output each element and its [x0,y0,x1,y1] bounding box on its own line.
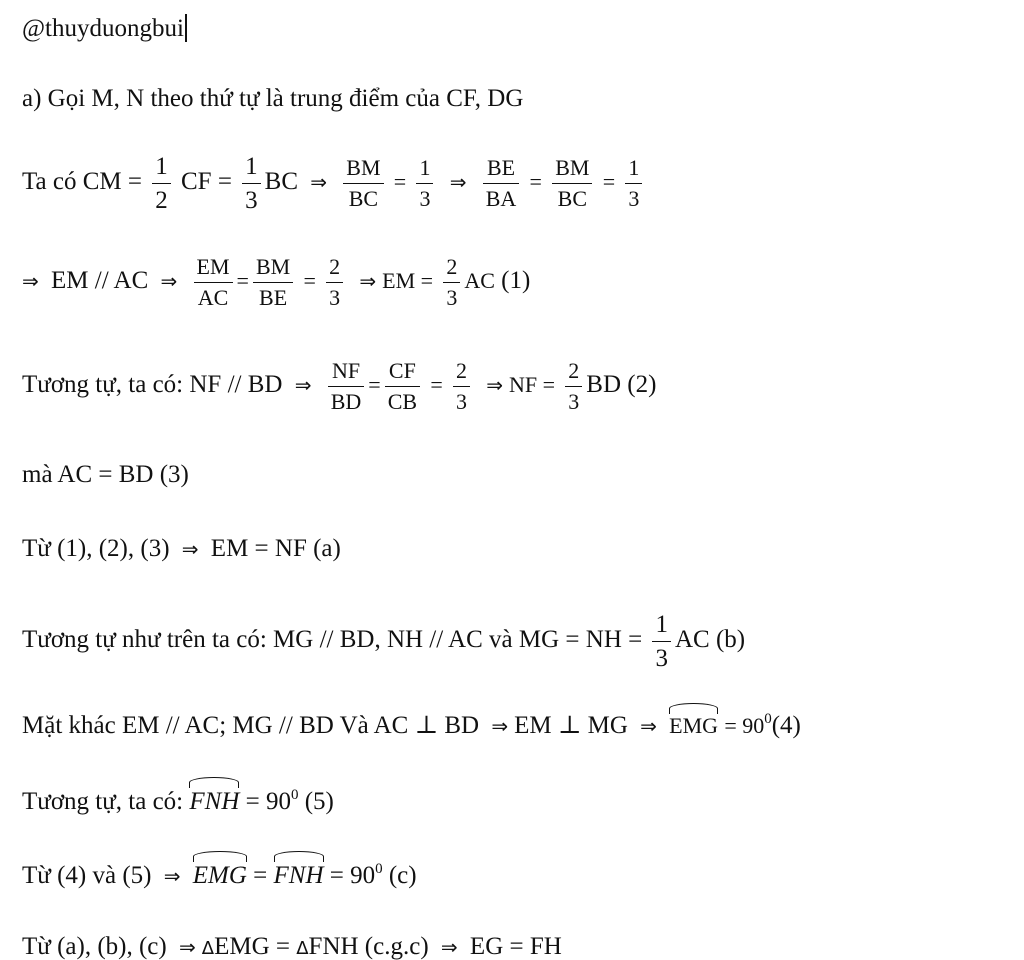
triangle-symbol: Δ [201,938,215,959]
fraction: $\frac{BM}{BC}$ [552,157,592,210]
line-8: Mặt khác EM // AC; MG // BD Và AC ⊥ BD ⇒ EM ⊥ MG ⇒ EMG = $90^0(4)$ [22,711,801,739]
text-caret [185,14,187,42]
implies-symbol: ⇒ [22,269,39,294]
line-2: Ta có CM = $\frac{1}{2}$ CF = $\frac{1}{3}$ BC ⇒ $\frac{BM}{BC}$ = $\frac{1}{3}$ ⇒ $\frac{BE}{BA}$ = $\frac{BM}{BC}$ = $\frac{1}{3}$ [22,154,646,213]
implies-symbol: ⇒ [178,935,196,959]
fraction: $\frac{2}{3}$ [453,360,470,413]
fraction: $\frac{BM}{BC}$ [343,157,383,210]
fraction: $\frac{NF}{BD}$ [328,360,365,413]
author-tag [22,14,187,42]
line-6: Từ (1), (2), (3) ⇒ EM = NF (a) [22,535,341,562]
implies-symbol: ⇒ [181,537,199,561]
author-text: @thuyduongbui [22,15,184,42]
fraction: $\frac{EM}{AC}$ [194,256,233,309]
implies-symbol: ⇒ [359,269,377,294]
implies-symbol: ⇒ [486,373,503,398]
fraction: $\frac{1}{2}$ [152,154,171,213]
line-4: Tương tự, ta có: NF // BD ⇒ $\frac{NF}{BD}$ = $\frac{CF}{CB}$ = $\frac{2}{3}$ ⇒ NF = $\frac{2}{3}$ BD (2) [22,358,657,414]
line-10: Từ (4) và (5) ⇒ EMG = FNH = $90^0$ (c) [22,861,417,889]
line-9: Tương tự, ta có: FNH = $90^0$ (5) [22,787,334,815]
line-11: Từ (a), (b), (c) ⇒ ΔEMG = ΔFNH (c.g.c) ⇒ EG = FH [22,933,562,960]
fraction: $\frac{2}{3}$ [443,256,460,309]
angle-emg: EMG [669,713,719,738]
fraction: $\frac{CF}{CB}$ [385,360,420,413]
implies-symbol: ⇒ [449,170,467,195]
implies-symbol: ⇒ [491,714,509,738]
fraction: $\frac{2}{3}$ [565,360,582,413]
fraction: $\frac{BE}{BA}$ [483,157,520,210]
line-1: a) Gọi M, N theo thứ tự là trung điểm của CF, DG [22,85,524,112]
fraction: $\frac{2}{3}$ [326,256,343,309]
angle-fnh: FNH [273,862,324,889]
fraction: $\frac{1}{3}$ [416,157,433,210]
implies-symbol: ⇒ [440,935,458,959]
fraction: $\frac{1}{3}$ [625,157,642,210]
angle-emg: EMG [192,862,247,889]
implies-symbol: ⇒ [160,269,178,294]
triangle-symbol: Δ [296,938,309,959]
fraction: $\frac{1}{3}$ [652,612,671,671]
fraction: $\frac{BM}{BE}$ [253,256,293,309]
implies-symbol: ⇒ [294,373,312,398]
line-3: ⇒ EM // AC ⇒ $\frac{EM}{AC}$ = $\frac{BM}{BE}$ = $\frac{2}{3}$ ⇒ EM = $\frac{2}{3}$ AC (1) [22,254,531,310]
implies-symbol: ⇒ [640,714,657,738]
line-7: Tương tự như trên ta có: MG // BD, NH // AC và MG = NH = $\frac{1}{3}$ AC (b) [22,611,746,672]
implies-symbol: ⇒ [163,864,181,888]
angle-fnh: FNH [189,788,240,815]
implies-symbol: ⇒ [310,170,328,195]
fraction: $\frac{1}{3}$ [242,154,261,213]
line-5: mà AC = BD (3) [22,461,189,488]
